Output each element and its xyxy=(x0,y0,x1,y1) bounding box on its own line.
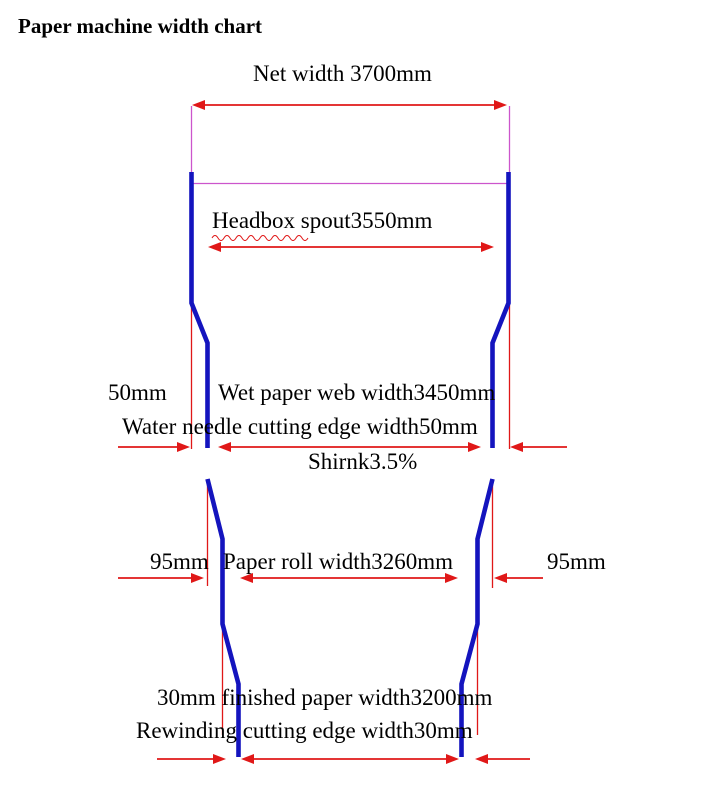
machine-edge-lower-funnel xyxy=(208,479,493,757)
net-width-extension-lines xyxy=(192,106,510,184)
shrink-label: Shirnk3.5% xyxy=(308,449,418,474)
edge-50mm-label: 50mm xyxy=(108,380,167,405)
water-needle-label: Water needle cutting edge width50mm xyxy=(122,414,478,439)
headbox-spout-label: Headbox spout3550mm xyxy=(212,208,433,233)
trim-95mm-right-label: 95mm xyxy=(547,549,606,574)
rewinding-label: Rewinding cutting edge width30mm xyxy=(136,718,473,743)
net-width-label: Net width 3700mm xyxy=(253,61,432,86)
finished-paper-label: 30mm finished paper width3200mm xyxy=(157,685,493,710)
trim-95mm-left-label: 95mm xyxy=(150,549,209,574)
net-width-arrow xyxy=(192,100,507,110)
wet-paper-web-label: Wet paper web width3450mm xyxy=(218,380,496,405)
paper-roll-label: Paper roll width3260mm xyxy=(223,549,453,574)
page-title: Paper machine width chart xyxy=(18,14,263,38)
rewinding-arrow-row xyxy=(157,754,530,764)
headbox-spout-arrow xyxy=(208,242,494,252)
headbox-squiggle-underline xyxy=(212,236,308,241)
